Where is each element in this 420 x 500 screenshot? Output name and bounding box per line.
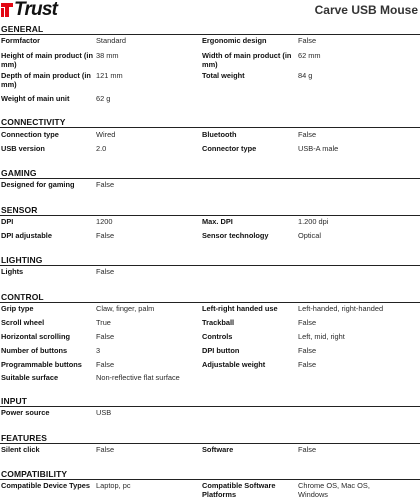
section-title: CONNECTIVITY: [1, 117, 66, 127]
spec-label: Height of main product (in mm): [1, 51, 93, 69]
spec-label: Width of main product (in mm): [202, 51, 292, 69]
spec-value: Claw, finger, palm: [96, 304, 155, 313]
spec-label: Programmable buttons: [1, 360, 82, 369]
spec-label: DPI button: [202, 346, 240, 355]
brand-logo: [1, 1, 57, 19]
section-title: CONTROL: [1, 292, 44, 302]
spec-value: False: [298, 360, 317, 369]
spec-label: Connection type: [1, 130, 59, 139]
spec-value: Laptop, pc: [96, 481, 131, 490]
spec-label: Software: [202, 445, 234, 454]
spec-value: Left, mid, right: [298, 332, 345, 341]
spec-label: Trackball: [202, 318, 235, 327]
section-title: SENSOR: [1, 205, 38, 215]
spec-value: 62 g: [96, 94, 111, 103]
spec-label: Connector type: [202, 144, 257, 153]
section-title: INPUT: [1, 396, 27, 406]
spec-value: 62 mm: [298, 51, 321, 60]
spec-value: Non-reflective flat surface: [96, 373, 180, 382]
spec-label: Power source: [1, 408, 50, 417]
spec-label: Compatible Software Platforms: [202, 481, 276, 499]
spec-label: Suitable surface: [1, 373, 59, 382]
section-divider: [0, 178, 420, 179]
spec-value: False: [96, 332, 115, 341]
spec-label: Scroll wheel: [1, 318, 45, 327]
section-divider: [0, 406, 420, 407]
spec-label: Number of buttons: [1, 346, 68, 355]
spec-value: False: [96, 231, 115, 240]
section-divider: [0, 479, 420, 480]
section-title: FEATURES: [1, 433, 47, 443]
section-divider: [0, 34, 420, 35]
spec-label: Grip type: [1, 304, 34, 313]
product-title: Carve USB Mouse: [314, 3, 418, 17]
spec-value: False: [298, 445, 317, 454]
spec-label: DPI: [1, 217, 14, 226]
spec-label: Max. DPI: [202, 217, 233, 226]
spec-value: 2.0: [96, 144, 107, 153]
spec-label: Compatible Device Types: [1, 481, 90, 490]
spec-label: Left-right handed use: [202, 304, 278, 313]
header: [0, 0, 420, 22]
section-divider: [0, 127, 420, 128]
spec-label: Sensor technology: [202, 231, 269, 240]
section-title: GENERAL: [1, 24, 44, 34]
spec-value: 84 g: [298, 71, 313, 80]
spec-value: False: [298, 130, 317, 139]
spec-value: 38 mm: [96, 51, 119, 60]
spec-value: Left-handed, right-handed: [298, 304, 384, 313]
spec-value: False: [298, 346, 317, 355]
spec-label: Weight of main unit: [1, 94, 70, 103]
spec-label: Horizontal scrolling: [1, 332, 70, 341]
spec-value: False: [96, 360, 115, 369]
section-title: LIGHTING: [1, 255, 43, 265]
spec-value: False: [96, 180, 115, 189]
spec-label: Ergonomic design: [202, 36, 267, 45]
spec-label: Formfactor: [1, 36, 41, 45]
section-title: COMPATIBILITY: [1, 469, 68, 479]
spec-label: Adjustable weight: [202, 360, 266, 369]
spec-value: USB: [96, 408, 112, 417]
spec-label: Total weight: [202, 71, 245, 80]
spec-label: DPI adjustable: [1, 231, 52, 240]
spec-label: Depth of main product (in mm): [1, 71, 91, 89]
spec-value: False: [298, 36, 317, 45]
spec-value: True: [96, 318, 111, 327]
spec-value: 1200: [96, 217, 113, 226]
spec-label: Silent click: [1, 445, 40, 454]
spec-label: Lights: [1, 267, 24, 276]
spec-value: False: [96, 445, 115, 454]
spec-value: Standard: [96, 36, 126, 45]
spec-value: Chrome OS, Mac OS, Windows: [298, 481, 370, 499]
spec-label: Designed for gaming: [1, 180, 75, 189]
spec-value: False: [298, 318, 317, 327]
section-divider: [0, 443, 420, 444]
section-divider: [0, 215, 420, 216]
spec-value: 3: [96, 346, 101, 355]
section-divider: [0, 302, 420, 303]
spec-label: USB version: [1, 144, 45, 153]
trust-logo-mark-icon: [1, 3, 13, 17]
spec-label: Controls: [202, 332, 233, 341]
spec-label: Bluetooth: [202, 130, 237, 139]
brand-logo-text: Trust: [14, 0, 58, 20]
spec-value: 1.200 dpi: [298, 217, 329, 226]
spec-value: False: [96, 267, 115, 276]
section-divider: [0, 265, 420, 266]
spec-value: Optical: [298, 231, 322, 240]
spec-value: 121 mm: [96, 71, 123, 80]
spec-value: Wired: [96, 130, 116, 139]
spec-value: USB-A male: [298, 144, 339, 153]
section-title: GAMING: [1, 168, 37, 178]
